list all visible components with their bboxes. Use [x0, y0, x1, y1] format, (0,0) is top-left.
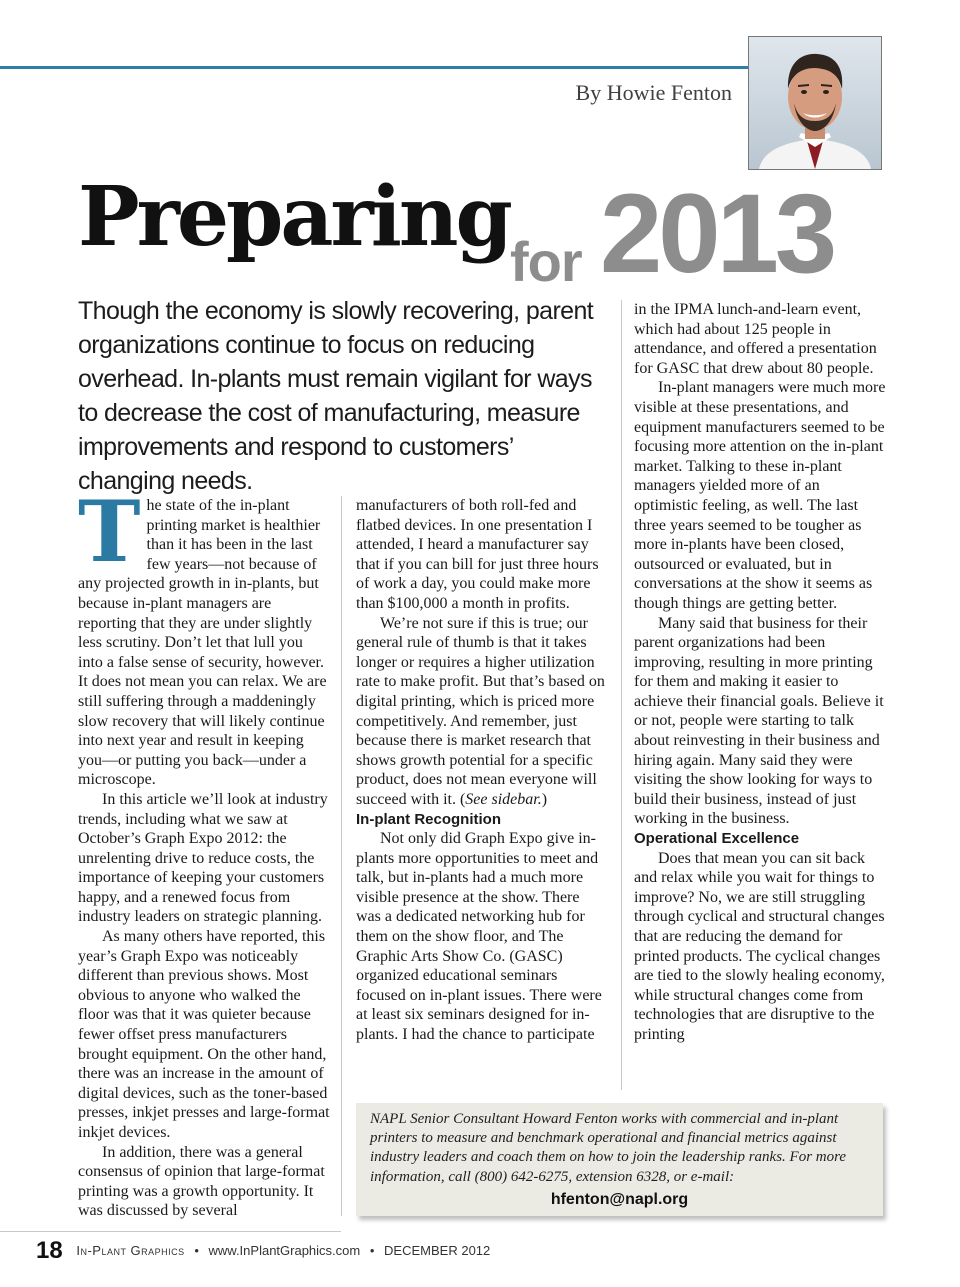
page-number: 18 [36, 1237, 63, 1264]
footer-rule [0, 1231, 341, 1232]
paragraph [356, 614, 608, 810]
paragraph: Does that mean you can sit back and relax while you wait for things to improve? No, we are still struggling through cyclical and structural changes that are reducing the demand for printed products. The cyclical changes are tied to the slowly healing economy, while structural changes come from technologies that are disruptive to the printing [634, 849, 885, 1043]
website-link[interactable]: www.InPlantGraphics.com [208, 1243, 361, 1258]
column-divider [341, 496, 342, 1216]
author-bio-text: NAPL Senior Consultant Howard Fenton works with commercial and in-plant printers to measure and benchmark operational and financial metrics against industry leaders and coach them on how to join the leadership ranks. For more information, call (800) 642-6275, extension 6328, or e-mail: [370, 1111, 847, 1185]
column-divider [621, 300, 622, 1090]
subhead-in-plant-recognition: In-plant Recognition [356, 810, 501, 828]
paragraph: In-plant managers were much more visible at these presentations, and equipment manufacturers seemed to be focusing more attention on the in-plant market. Talking to these in-plant managers yielded more of an optimistic feeling, as well. The last three years seemed to be tougher as more in-plants have been closed, outsourced or evaluated, but in conversations at the show it seems as though things are getting better. [634, 379, 886, 612]
paragraph: manufacturers of both roll-fed and flatbed devices. In one presentation I attended, I heard a manufacturer say that if you can bill for just three hours of work a day, you could make more than $100,000 a month in profits. [356, 497, 599, 612]
article-deck: Though the economy is slowly recovering, parent organizations continue to focus on reducing overhead. In-plants must remain vigilant for ways to decrease the cost of manufacturing, measure improvements and respond to customers’ changing needs. [78, 297, 594, 495]
article-column-1 [78, 482, 330, 1221]
footer-bullet: • [194, 1243, 199, 1258]
publication-name: In-Plant Graphics [76, 1243, 185, 1258]
paragraph-text-end: ) [541, 790, 548, 808]
page-footer [36, 1237, 490, 1265]
issue-date: DECEMBER 2012 [384, 1243, 491, 1258]
article-headline [0, 0, 960, 300]
subhead-operational-excellence: Operational Excellence [634, 830, 800, 848]
headline-preparing: Preparing [78, 169, 510, 265]
paragraph: in the IPMA lunch-and-learn event, which had about 125 people in attendance, and offered a presentation for GASC that drew about 80 people. [634, 301, 877, 377]
paragraph-text: We’re not sure if this is true; our general rule of thumb is that it takes longer or requires a higher utilization rate to make profit. But that’s based on digital printing, which is priced more competitively. And remember, just because there is market research that shows growth potential for a specific product, does not mean everyone will succeed with it. ( [356, 614, 605, 808]
paragraph: In addition, there was a general consensus of opinion that large-format printing was a growth opportunity. It was discussed by several [78, 1143, 325, 1220]
author-email-link[interactable]: hfenton@napl.org [550, 1190, 689, 1208]
author-bio-box [356, 1103, 883, 1216]
paragraph: Many said that business for their parent organizations had been improving, resulting in more printing for them and making it easier to achieve their financial goals. Believe it or not, people were starting to talk about reinvesting in their business and hiring again. Many said they were visiting the show looking for ways to build their business, instead of just working in the business. [634, 614, 884, 828]
drop-cap: T [78, 482, 141, 581]
headline-for: for [510, 230, 582, 293]
article-column-2 [356, 496, 608, 1045]
footer-bullet: • [369, 1243, 375, 1258]
paragraph: Not only did Graph Expo give in-plants more opportunities to meet and talk, but in-plants had a much more visible presence at the show. There was a dedicated networking hub for them on the show floor, and The Graphic Arts Show Co. (GASC) organized educational seminars focused on in-plant issues. There were at least six seminars designed for in-plants. I had the chance to participate [356, 830, 602, 1044]
paragraph: In this article we’ll look at industry trends, including what we saw at October’s Graph Expo 2012: the unrelenting drive to reduce costs, the importance of keeping your customers happy, and a renewed focus from industry leaders on strategic planning. [78, 790, 328, 926]
headline-year: 2013 [600, 171, 834, 296]
sidebar-reference: See sidebar. [465, 790, 542, 808]
paragraph: As many others have reported, this year’s Graph Expo was noticeably different than previous shows. Most obvious to anyone who walked the floor was that it was quieter because fewer offset press manufacturers brought equipment. On the other hand, there was an increase in the amount of digital devices, such as the toner-based presses, inkjet presses and large-format inkjet devices. [78, 928, 330, 1141]
paragraph: he state of the in-plant printing market is healthier than it has been in the last few years—not because of any projected growth in in-plants, but because in-plant managers are reporting that they are under slightly less scrutiny. Don’t let that lull you into a false sense of security, however. It does not mean you can relax. We are still suffering through a maddeningly slow recovery that will likely continue into next year and result in keeping you—or putting you back—under a microscope. [78, 497, 327, 789]
article-column-3 [634, 300, 886, 1045]
byline: By Howie Fenton [575, 80, 732, 105]
